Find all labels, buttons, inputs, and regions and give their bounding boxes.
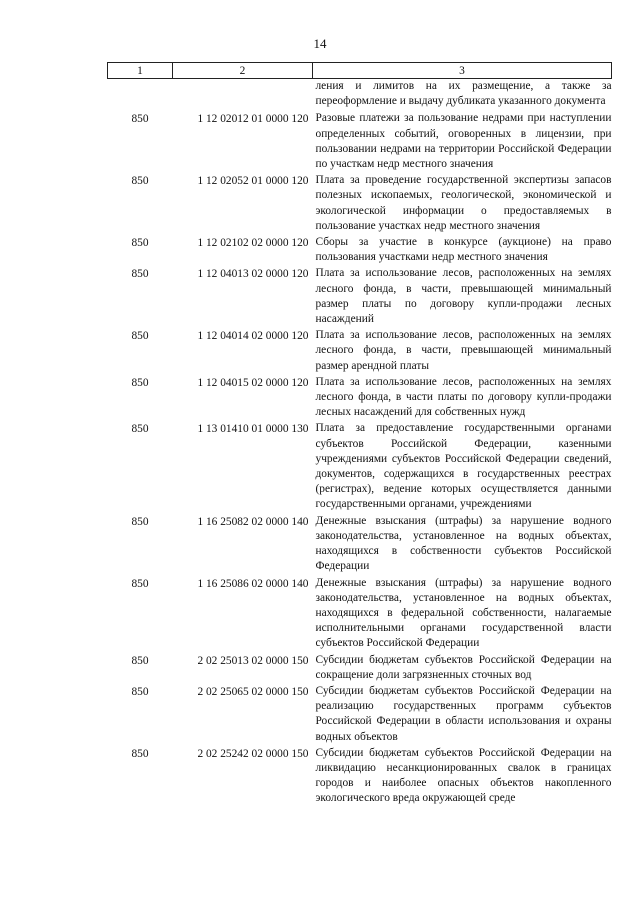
table-row — [108, 173, 612, 235]
revenue-code-cell: 1 12 02102 02 0000 120 — [197, 237, 309, 250]
admin-code-cell: 850 — [131, 577, 149, 590]
description-cell: Субсидии бюджетам субъектов Российской Федерации на сокращение доли загрязненных сточных вод — [315, 653, 612, 681]
admin-code-cell: 850 — [131, 747, 149, 760]
revenue-code-cell: 1 12 02012 01 0000 120 — [197, 113, 309, 126]
admin-code-cell: 850 — [131, 654, 149, 667]
revenue-code-cell: 2 02 25013 02 0000 150 — [197, 654, 309, 667]
table-row — [108, 375, 612, 422]
table-row — [108, 653, 612, 684]
continuation-description: ления и лимитов на их размещение, а также за переоформление и выдачу дубликата указанного документа — [315, 80, 612, 108]
table-body — [108, 79, 612, 808]
revenue-code-cell: 1 12 04015 02 0000 120 — [197, 376, 309, 389]
continuation-row — [108, 79, 612, 112]
table-row — [108, 421, 612, 513]
description-cell: Плата за использование лесов, расположенных на землях лесного фонда, в части платы по договору купли-продажи лесных насаждений для собственных нужд — [315, 375, 612, 419]
table-row — [108, 746, 612, 808]
revenue-code-cell: 2 02 25242 02 0000 150 — [197, 747, 309, 760]
description-cell: Плата за использование лесов, расположенных на землях лесного фонда, в части, превышающей минимальный размер платы по договору купли-продажи лесных насаждений — [315, 267, 612, 326]
description-cell: Денежные взыскания (штрафы) за нарушение водного законодательства, установленное на водных объектах, находящихся в федеральной собственности, налагаемые исполнительными органами государственной власти субъектов Российской Федерации — [315, 576, 612, 650]
admin-code-cell: 850 — [131, 113, 149, 126]
table-row — [108, 266, 612, 328]
description-cell: Сборы за участие в конкурсе (аукционе) на право пользования участками недр местного значения — [315, 236, 612, 264]
description-cell: Плата за предоставление государственными органами субъектов Российской Федерации, казенными учреждениями субъектов Российской Федерации сведений, документов, содержащихся в государственных реестрах (регистрах), ведение которых осуществляется данными государственными органами, учреждениями — [315, 422, 612, 511]
admin-code-cell: 850 — [131, 330, 149, 343]
description-cell: Плата за использование лесов, расположенных на землях лесного фонда, в части, превышающей минимальный размер арендной платы — [315, 329, 612, 372]
table-row — [108, 111, 612, 173]
page-number: 14 — [313, 36, 327, 51]
admin-code-cell: 850 — [131, 423, 149, 436]
table-row — [108, 235, 612, 266]
table-row — [108, 328, 612, 375]
admin-code-cell: 850 — [131, 175, 149, 188]
description-cell: Денежные взыскания (штрафы) за нарушение водного законодательства, установленное на водных объектах, находящихся в собственности субъектов Российской Федерации — [315, 514, 612, 573]
admin-code-cell: 850 — [131, 515, 149, 528]
header-row — [108, 63, 612, 79]
admin-code-cell: 850 — [131, 685, 149, 698]
admin-code-cell: 850 — [131, 237, 149, 250]
revenue-code-cell: 1 16 25086 02 0000 140 — [197, 577, 309, 590]
column-header-3: 3 — [313, 63, 612, 79]
table-row — [108, 576, 612, 653]
column-header-2: 2 — [173, 63, 313, 79]
table-header — [108, 63, 612, 79]
continuation-admin-cell — [108, 79, 173, 112]
admin-code-cell: 850 — [131, 376, 149, 389]
revenue-code-cell: 1 16 25082 02 0000 140 — [197, 515, 309, 528]
revenue-code-cell: 1 12 04014 02 0000 120 — [197, 330, 309, 343]
table-row — [108, 514, 612, 576]
revenue-code-cell: 1 13 01410 01 0000 130 — [197, 423, 309, 436]
description-cell: Субсидии бюджетам субъектов Российской Федерации на ликвидацию несанкционированных свалок в границах городов и наиболее опасных объектов накопленного экологического вреда окружающей среде — [315, 746, 612, 805]
table-row — [108, 684, 612, 746]
continuation-code-cell — [173, 79, 313, 112]
description-cell: Плата за проведение государственной экспертизы запасов полезных ископаемых, геологической, экономической и экологической информации о предоставляемых в пользование участках недр местного значения — [315, 174, 612, 232]
revenue-code-cell: 1 12 04013 02 0000 120 — [197, 268, 309, 281]
description-cell: Субсидии бюджетам субъектов Российской Федерации на реализацию государственных программ субъектов Российской Федерации в области использования и охраны водных объектов — [315, 684, 612, 743]
column-header-1: 1 — [108, 63, 173, 79]
admin-code-cell: 850 — [131, 268, 149, 281]
description-cell: Разовые платежи за пользование недрами при наступлении определенных событий, оговоренных в лицензии, при пользовании недрами на территории Российской Федерации по участкам недр местного значения — [315, 112, 612, 171]
revenue-codes-table — [107, 62, 612, 808]
revenue-code-cell: 2 02 25065 02 0000 150 — [197, 685, 309, 698]
revenue-code-cell: 1 12 02052 01 0000 120 — [197, 175, 309, 188]
